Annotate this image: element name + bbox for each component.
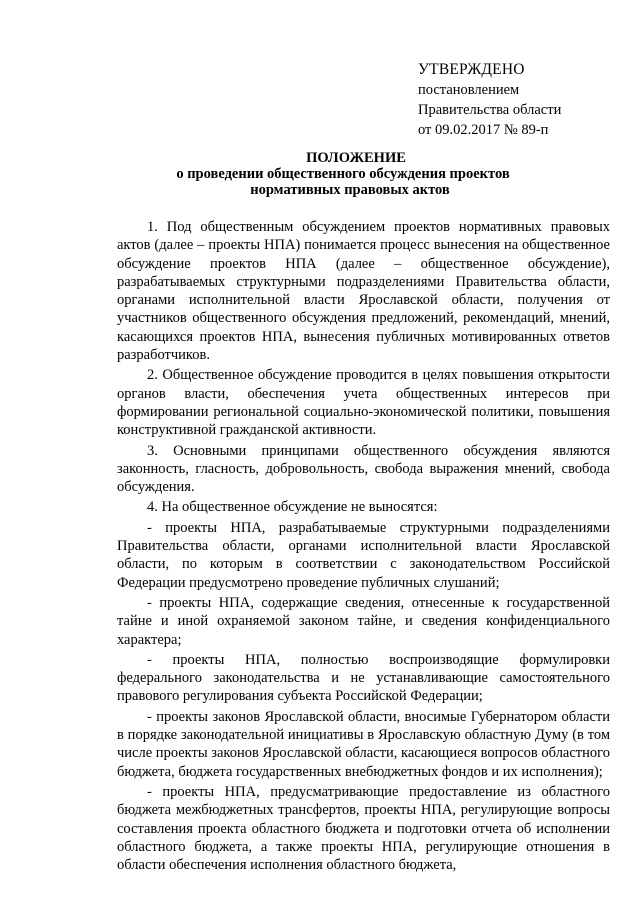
title-line-1: ПОЛОЖЕНИЕ (306, 150, 406, 166)
list-item-1: - проекты НПА, разрабатываемые структурными подразделениями Правительства области, органами исполнительной власти Ярославской области, по которым в соответствии с законодательством Российской Федерации предусмотрено проведение публичных слушаний; (117, 519, 610, 591)
title-line-2: о проведении общественного обсуждения проектов (176, 166, 510, 182)
document-title (0, 150, 640, 198)
paragraph-4: 4. На общественное обсуждение не выносятся: (147, 499, 438, 516)
list-item-3: - проекты НПА, полностью воспроизводящие формулировки федерального законодательства и не устанавливающие самостоятельного правового регулирования субъекта Российской Федерации; (117, 651, 610, 705)
list-item-2: - проекты НПА, содержащие сведения, отнесенные к государственной тайне и иной охраняемой законом тайне, и сведения конфиденциального характера; (117, 594, 610, 648)
approval-stamp (418, 60, 561, 140)
approval-heading: УТВЕРЖДЕНО (418, 61, 525, 78)
title-line-3: нормативных правовых актов (250, 182, 450, 198)
paragraph-1: 1. Под общественным обсуждением проектов нормативных правовых актов (далее – проекты НПА) понимается процесс вынесения на общественное обсуждение проектов НПА (далее – общественное обсуждение), разрабатываемых структурными подразделениями Правительства области, органами исполнительной власти Ярославской области, получения от участников общественного обсуждения предложений, рекомендаций, мнений, касающихся проектов НПА, вынесения публичных мотивированных ответов разработчиков. (117, 219, 610, 364)
document-body (117, 218, 610, 876)
paragraph-2: 2. Общественное обсуждение проводится в целях повышения открытости органов власти, обеспечения учета общественных интересов при формировании региональной социально-экономической политики, повышения конструктивной гражданской активности. (117, 367, 610, 439)
approval-line-2: Правительства области (418, 102, 562, 118)
paragraph-3: 3. Основными принципами общественного обсуждения являются законность, гласность, добровольность, свобода выражения мнений, свобода обсуждения. (117, 442, 610, 496)
approval-line-1: постановлением (418, 82, 520, 98)
list-item-5: - проекты НПА, предусматривающие предоставление из областного бюджета межбюджетных трансфертов, проекты НПА, регулирующие вопросы составления проекта областного бюджета и подготовки отчета об исполнении областного бюджета, а также проекты НПА, регулирующие отношения в области обеспечения исполнения областного бюджета, (117, 783, 610, 874)
list-item-4: - проекты законов Ярославской области, вносимые Губернатором области в порядке законодательной инициативы в Ярославскую областную Думу (в том числе проекты законов Ярославской области, касающиеся вопросов областного бюджета, бюджета государственных внебюджетных фондов и их исполнения); (117, 708, 610, 780)
approval-line-3: от 09.02.2017 № 89-п (418, 122, 549, 138)
